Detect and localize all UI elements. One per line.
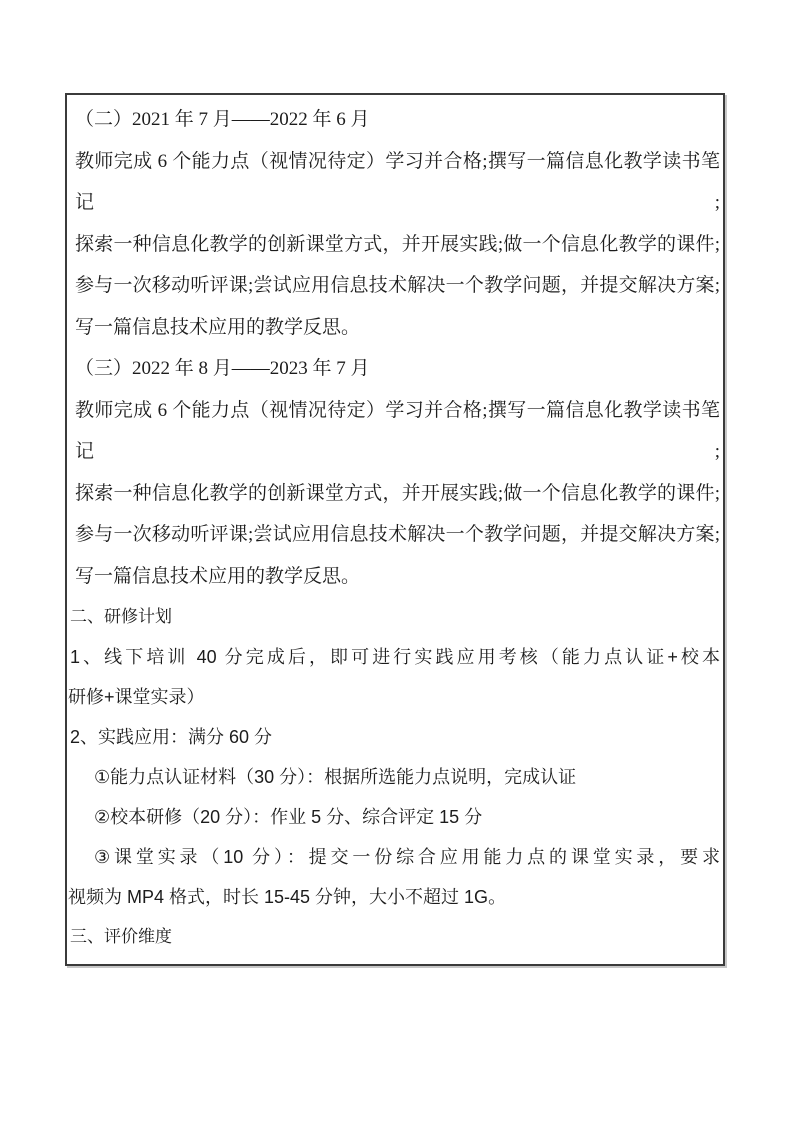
practice-subitem-3-line-1: ③课堂实录（10 分）：提交一份综合应用能力点的课堂实录，要求 xyxy=(94,847,720,867)
period-3-task-line-2: 探索一种信息化教学的创新课堂方式，并开展实践;做一个信息化教学的课件; xyxy=(75,482,720,504)
section-plan-heading: 二、研修计划 xyxy=(70,607,172,626)
period-3-heading: （三）2022 年 8 月——2023 年 7 月 xyxy=(75,358,370,379)
plan-item-1-line-1: 1、线下培训 40 分完成后，即可进行实践应用考核（能力点认证+校本 xyxy=(70,647,720,667)
practice-subitem-2: ②校本研修（20 分）：作业 5 分、综合评定 15 分 xyxy=(94,807,483,827)
period-3-task-line-4: 写一篇信息技术应用的教学反思。 xyxy=(75,565,361,587)
period-2-heading: （二）2021 年 7 月——2022 年 6 月 xyxy=(75,109,370,130)
period-2-task-line-1: 教师完成 6 个能力点（视情况待定）学习并合格;撰写一篇信息化教学读书笔记; xyxy=(75,150,720,213)
period-3-task-line-3: 参与一次移动听评课;尝试应用信息技术解决一个教学问题，并提交解决方案; xyxy=(75,524,720,545)
period-3-task-line-1: 教师完成 6 个能力点（视情况待定）学习并合格;撰写一篇信息化教学读书笔记; xyxy=(75,399,720,462)
practice-subitem-1: ①能力点认证材料（30 分）：根据所选能力点说明，完成认证 xyxy=(94,767,577,787)
section-evaluation-heading: 三、评价维度 xyxy=(70,927,172,946)
plan-item-2: 2、实践应用：满分 60 分 xyxy=(70,727,273,747)
period-2-task-line-3: 参与一次移动听评课;尝试应用信息技术解决一个教学问题，并提交解决方案; xyxy=(75,275,720,296)
period-2-task-line-4: 写一篇信息技术应用的教学反思。 xyxy=(75,316,361,338)
table-cell xyxy=(65,93,725,966)
practice-subitem-3-line-2: 视频为 MP4 格式，时长 15-45 分钟，大小不超过 1G。 xyxy=(68,887,507,907)
plan-item-1-line-2: 研修+课堂实录） xyxy=(68,687,205,707)
period-2-task-line-2: 探索一种信息化教学的创新课堂方式，并开展实践;做一个信息化教学的课件; xyxy=(75,233,720,255)
